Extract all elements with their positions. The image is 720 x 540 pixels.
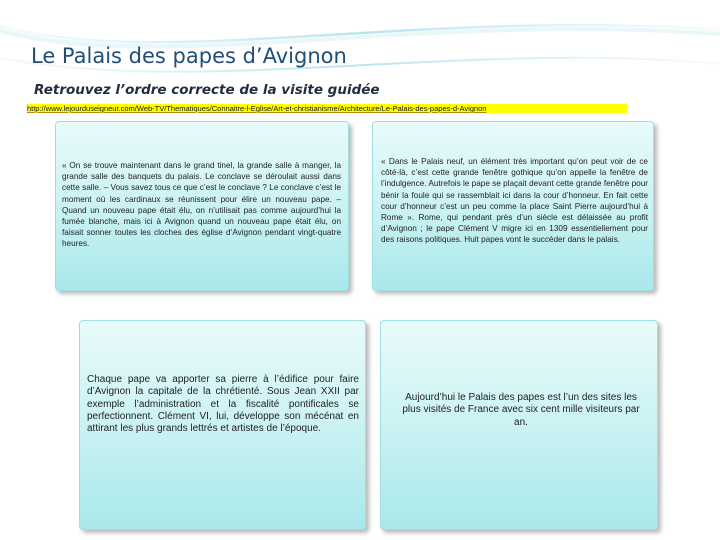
source-link[interactable]: http://www.lejourduseigneur.com/Web-TV/Thematiques/Connaitre-l-Eglise/Art-et-christianisme/Architecture/Le-Palais-des-papes-d-Avignon — [27, 104, 627, 113]
card-text: « On se trouve maintenant dans le grand tinel, la grande salle à manger, la grande salle des banquets du palais. Le conclave se déroulait aussi dans cette salle. – Vous savez tous ce que c’est le conclave ? Le conclave c’est le moment où les cardinaux se réunissent pour élire un nouveau pape. – Quand un nouveau pape était élu, on n’utilisait pas comme aujourd’hui la fumée blanche, mais ici à Avignon quand un nouveau pape était élu, on faisait sonner toutes les cloches des église d’Avignon pendant vingt-quatre heures. — [62, 161, 341, 249]
text-card-banquet-hall — [55, 121, 349, 291]
text-card-indulgence-window — [372, 121, 654, 291]
text-card-visitors-today — [380, 320, 658, 530]
text-card-popes-contributions — [79, 320, 366, 530]
slide-title: Le Palais des papes d’Avignon — [31, 44, 347, 68]
card-text: Aujourd’hui le Palais des papes est l’un des sites les plus visités de France avec six cent mille visiteurs par an. — [402, 392, 640, 428]
slide-subtitle: Retrouvez l’ordre correcte de la visite guidée — [34, 82, 380, 98]
card-text: Chaque pape va apporter sa pierre à l’édifice pour faire d’Avignon la capitale de la chrétienté. Sous Jean XXII par exemple l’administration et la fiscalité pontificales se perfectionnent. Clément VI, lui, développe son mécénat en attirant les plus grands lettrés et artistes de l’époque. — [87, 374, 359, 435]
card-text: « Dans le Palais neuf, un élément très important qu’on peut voir de ce côté-là, c’est cette grande fenêtre gothique qu’on appelle la fenêtre de l’indulgence. Autrefois le pape se plaçait devant cette grande fenêtre pour bénir la foule qui se rassemblait ici dans la cour d’honneur. En fait cette cour d’honneur c’est un peu comme la place Saint Pierre aujourd’hui à Rome ». Rome, qui pendant près d’un siècle est délaissée au profit d’Avignon ; le pape Clément V migre ici en 1309 essentiellement pour des raisons politiques. Huit papes vont le succéder dans le palais. — [381, 157, 648, 245]
